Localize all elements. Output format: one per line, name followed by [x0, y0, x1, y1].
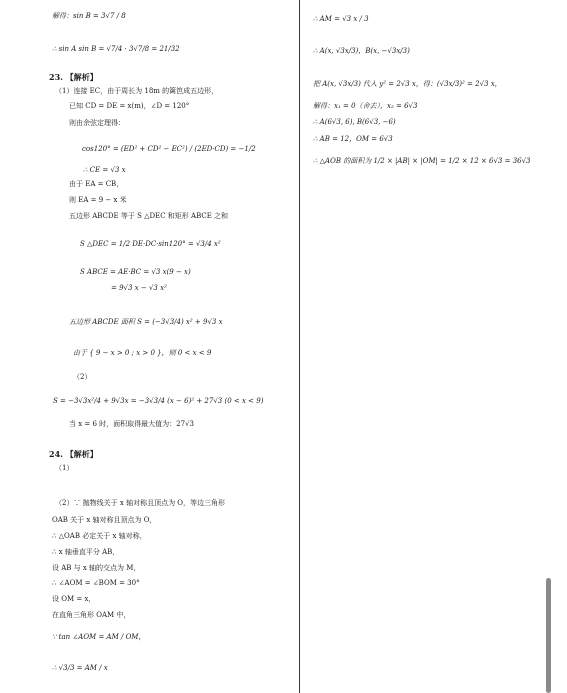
formula-line: 解得：x₁ = 0（舍去），x₂ = 6√3	[313, 102, 418, 110]
formula-line: ∵ tan ∠AOM = AM / OM，	[52, 633, 146, 641]
text-line: （1）连接 EC，由于周长为 18m 的篱笆成五边形，	[55, 87, 219, 95]
formula-line: ∴ AM = √3 x / 3	[313, 15, 369, 23]
formula-line: ∴ √3/3 = AM / x	[52, 664, 108, 672]
text-line: 设 OM = x，	[52, 595, 96, 603]
formula-line: 由于 { 9 − x > 0 ; x > 0 }，则 0 < x < 9	[73, 349, 212, 357]
formula-line: S = −3√3x²/4 + 9√3x = −3√3/4 (x − 6)² + 27√3 (0 < x < 9)	[53, 397, 264, 405]
text-line: 则由余弦定理得：	[69, 119, 125, 127]
text-line: （1）	[55, 464, 74, 472]
text-line: ∴ sin A sin B = √7/4 · 3√7/8 = 21/32	[52, 45, 180, 53]
formula-line: ∴ A(6√3, 6), B(6√3, −6)	[313, 118, 396, 126]
text-line: （2）∵ 抛物线关于 x 轴对称且顶点为 O，等边三角形	[55, 499, 226, 507]
text-line: 当 x = 6 时，面积取得最大值为：27√3	[69, 420, 194, 428]
text-line: ∴ x 轴垂直平分 AB，	[52, 548, 120, 556]
text-line: 设 AB 与 x 轴的交点为 M，	[52, 564, 141, 572]
formula-line: S ABCE = AE·BC = √3 x(9 − x)	[80, 268, 191, 276]
formula-line: ∴ AB = 12，OM = 6√3	[313, 135, 393, 143]
formula-line: cos120° = (ED² + CD² − EC²) / (2ED·CD) = −1/2	[82, 145, 256, 153]
text-line: （2）	[73, 373, 92, 381]
section-heading: 24. 【解析】	[49, 449, 98, 459]
formula-line: ∴ A(x, √3x/3)，B(x, −√3x/3)	[313, 47, 410, 55]
text-line: 则 EA = 9 − x 米	[69, 196, 127, 204]
formula-line: 五边形 ABCDE 面积 S = (−3√3/4) x² + 9√3 x	[69, 318, 223, 326]
text-line: ∴ ∠AOM = ∠BOM = 30°	[52, 579, 140, 587]
text-line: 解得：sin B = 3√7 / 8	[52, 12, 126, 20]
formula-line: 把 A(x, √3x/3) 代入 y² = 2√3 x，得：(√3x/3)² = 2√3 x，	[313, 80, 502, 88]
formula-line: ∴ CE = √3 x	[83, 166, 126, 174]
formula-line: S △DEC = 1/2 DE·DC·sin120° = √3/4 x²	[80, 240, 221, 248]
column-divider	[299, 0, 300, 693]
section-heading: 23. 【解析】	[49, 72, 98, 82]
scrollbar-thumb[interactable]	[546, 578, 551, 693]
text-line: 已知 CD = DE = x(m)，∠D = 120°	[69, 102, 190, 110]
text-line: ∴ △OAB 必定关于 x 轴对称，	[52, 532, 147, 540]
text-line: 五边形 ABCDE 等于 S △DEC 和矩形 ABCE 之和	[69, 212, 229, 220]
text-line: OAB 关于 x 轴对称且顶点为 O，	[52, 516, 157, 524]
text-line: 由于 EA = CB，	[69, 180, 124, 188]
formula-line: = 9√3 x − √3 x²	[111, 284, 167, 292]
text-line: 在直角三角形 OAM 中，	[52, 611, 131, 619]
formula-line: ∴ △AOB 的面积为 1/2 × |AB| × |OM| = 1/2 × 12 × 6√3 = 36√3	[313, 157, 531, 165]
